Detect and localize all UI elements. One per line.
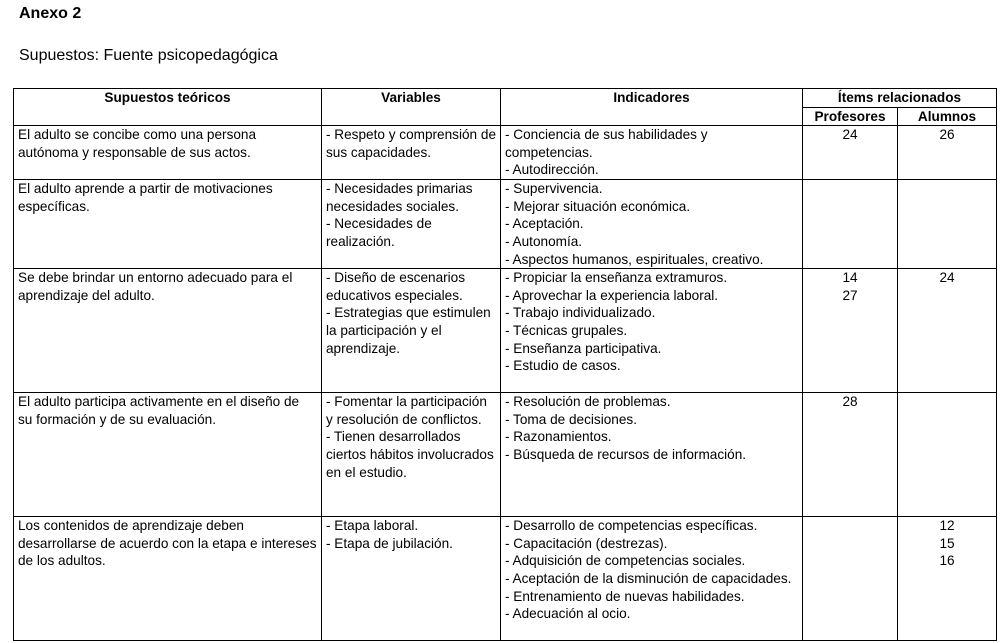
supuesto-text: El adulto se concibe como una persona autónoma y responsable de sus actos. bbox=[18, 127, 257, 160]
document-subtitle: Supuestos: Fuente psicopedagógica bbox=[19, 47, 278, 64]
indicador-item: - Resolución de problemas. bbox=[505, 394, 671, 410]
indicador-item: - Propiciar la enseñanza extramuros. bbox=[505, 270, 728, 286]
variable-item: - Necesidades de realización. bbox=[326, 216, 432, 249]
supuesto-text: El adulto aprende a partir de motivaciones específicas. bbox=[18, 181, 273, 214]
variable-item: - Respeto y comprensión de sus capacidades. bbox=[326, 127, 497, 160]
variable-item: - Fomentar la participación y resolución de conflictos. bbox=[326, 394, 487, 427]
variables-cell bbox=[322, 269, 501, 393]
variable-item: - Necesidades primarias necesidades sociales. bbox=[326, 181, 473, 214]
header-items: Ítems relacionados bbox=[803, 89, 997, 108]
table-row bbox=[14, 517, 997, 641]
profesores-item-number: 27 bbox=[842, 287, 858, 303]
variable-item: - Tienen desarrollados ciertos hábitos involucrados en el estudio. bbox=[326, 429, 494, 480]
indicadores-cell bbox=[501, 269, 803, 393]
header-alumnos: Alumnos bbox=[898, 107, 997, 126]
alumnos-item-number: 12 bbox=[939, 518, 955, 534]
indicador-item: - Adecuación al ocio. bbox=[505, 606, 631, 622]
header-indicadores: Indicadores bbox=[501, 89, 803, 126]
table-row bbox=[14, 126, 997, 180]
supuestos-table bbox=[13, 88, 997, 641]
alumnos-cell bbox=[898, 126, 997, 180]
alumnos-item-number: 26 bbox=[939, 127, 955, 143]
indicador-item: - Estudio de casos. bbox=[505, 358, 621, 374]
alumnos-cell bbox=[898, 180, 997, 269]
indicador-item: - Desarrollo de competencias específicas. bbox=[505, 518, 758, 534]
indicador-item: - Toma de decisiones. bbox=[505, 411, 637, 427]
indicador-item: - Aceptación de la disminución de capacidades. bbox=[505, 570, 792, 586]
indicador-item: - Supervivencia. bbox=[505, 181, 603, 197]
variables-cell bbox=[322, 393, 501, 517]
indicador-item: - Razonamientos. bbox=[505, 429, 612, 445]
variable-item: - Diseño de escenarios educativos especiales. bbox=[326, 270, 466, 303]
header-variables: Variables bbox=[322, 89, 501, 126]
profesores-item-number: 24 bbox=[842, 127, 858, 143]
profesores-cell bbox=[803, 393, 898, 517]
alumnos-item-number: 24 bbox=[939, 270, 955, 286]
indicador-item: - Adquisición de competencias sociales. bbox=[505, 553, 746, 569]
supuesto-text: Se debe brindar un entorno adecuado para el aprendizaje del adulto. bbox=[18, 270, 293, 303]
supuesto-cell bbox=[14, 517, 322, 641]
supuesto-cell bbox=[14, 393, 322, 517]
supuesto-cell bbox=[14, 126, 322, 180]
alumnos-item-number: 16 bbox=[939, 553, 955, 569]
profesores-cell bbox=[803, 126, 898, 180]
profesores-item-number: 14 bbox=[842, 270, 858, 286]
indicadores-cell bbox=[501, 180, 803, 269]
indicador-item: - Enseñanza participativa. bbox=[505, 340, 662, 356]
alumnos-cell bbox=[898, 393, 997, 517]
alumnos-item-number: 15 bbox=[939, 535, 955, 551]
supuesto-cell bbox=[14, 180, 322, 269]
supuesto-text: El adulto participa activamente en el diseño de su formación y de su evaluación. bbox=[18, 394, 300, 427]
indicador-item: - Aprovechar la experiencia laboral. bbox=[505, 287, 719, 303]
indicador-item: - Técnicas grupales. bbox=[505, 322, 628, 338]
supuesto-cell bbox=[14, 269, 322, 393]
indicador-item: - Autonomía. bbox=[505, 233, 583, 249]
variable-item: - Etapa laboral. bbox=[326, 518, 419, 534]
table-row bbox=[14, 180, 997, 269]
profesores-cell bbox=[803, 180, 898, 269]
header-supuestos: Supuestos teóricos bbox=[14, 89, 322, 126]
alumnos-cell bbox=[898, 269, 997, 393]
indicador-item: - Trabajo individualizado. bbox=[505, 305, 656, 321]
header-profesores: Profesores bbox=[803, 107, 898, 126]
indicador-item: - Mejorar situación económica. bbox=[505, 198, 691, 214]
table-row bbox=[14, 269, 997, 393]
variables-cell bbox=[322, 517, 501, 641]
profesores-cell bbox=[803, 517, 898, 641]
indicadores-cell bbox=[501, 126, 803, 180]
indicador-item: - Aspectos humanos, espirituales, creativo. bbox=[505, 251, 764, 267]
alumnos-cell bbox=[898, 517, 997, 641]
table-row bbox=[14, 393, 997, 517]
indicador-item: - Capacitación (destrezas). bbox=[505, 535, 668, 551]
indicador-item: - Entrenamiento de nuevas habilidades. bbox=[505, 588, 745, 604]
indicadores-cell bbox=[501, 393, 803, 517]
indicador-item: - Búsqueda de recursos de información. bbox=[505, 446, 747, 462]
indicador-item: - Autodirección. bbox=[505, 162, 599, 178]
profesores-item-number: 28 bbox=[842, 394, 858, 410]
indicador-item: - Aceptación. bbox=[505, 216, 584, 232]
variables-cell bbox=[322, 180, 501, 269]
variable-item: - Estrategias que estimulen la participación y el aprendizaje. bbox=[326, 305, 491, 356]
indicadores-cell bbox=[501, 517, 803, 641]
document-title: Anexo 2 bbox=[19, 5, 82, 22]
supuesto-text: Los contenidos de aprendizaje deben desarrollarse de acuerdo con la etapa e intereses de los adultos. bbox=[18, 518, 317, 569]
variable-item: - Etapa de jubilación. bbox=[326, 535, 453, 551]
variables-cell bbox=[322, 126, 501, 180]
profesores-cell bbox=[803, 269, 898, 393]
indicador-item: - Conciencia de sus habilidades y competencias. bbox=[505, 127, 708, 160]
